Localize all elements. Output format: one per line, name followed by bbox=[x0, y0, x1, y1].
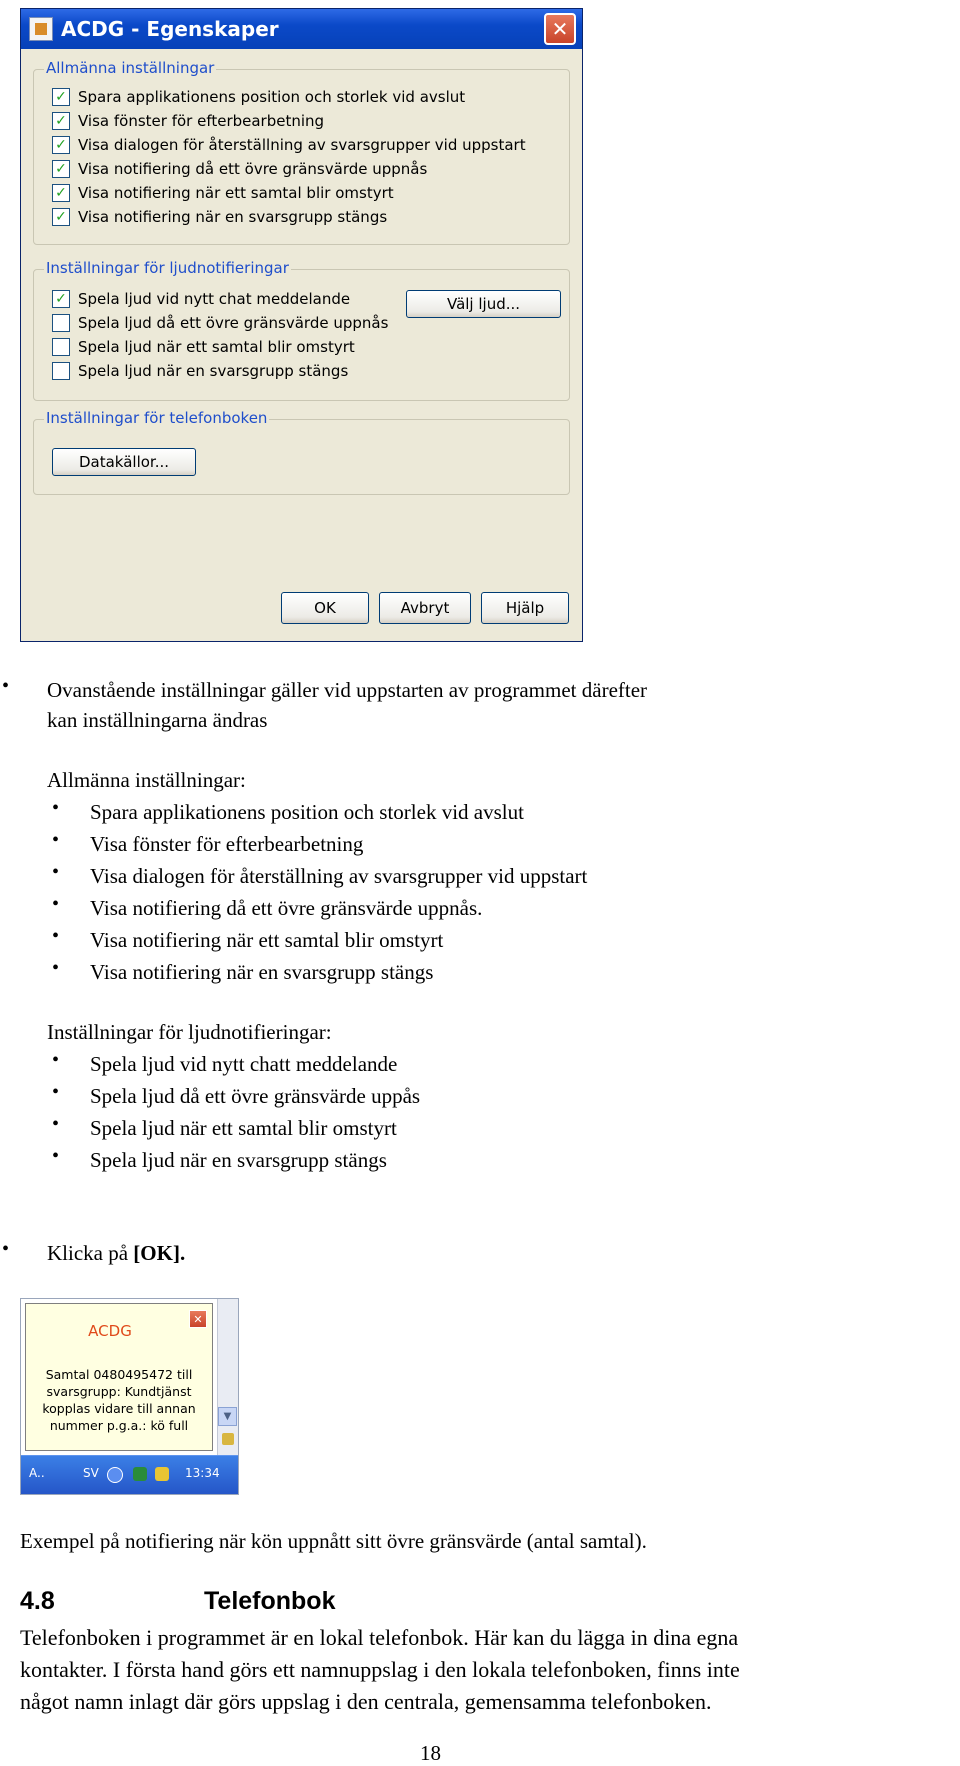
bullet bbox=[52, 957, 59, 980]
shield-icon[interactable] bbox=[155, 1467, 169, 1481]
taskbar-app-item[interactable]: A.. bbox=[29, 1466, 45, 1480]
general-item: Visa notifiering då ett övre gränsvärde uppnås. bbox=[90, 896, 483, 920]
clock: 13:34 bbox=[185, 1466, 220, 1480]
checkbox-sound-threshold[interactable]: Spela ljud då ett övre gränsvärde uppnås bbox=[52, 314, 388, 332]
checkbox-sound-group-closed[interactable]: Spela ljud när en svarsgrupp stängs bbox=[52, 362, 348, 380]
checkbox-icon[interactable]: ✓ bbox=[52, 88, 70, 106]
general-item: Visa notifiering när en svarsgrupp stängs bbox=[90, 960, 434, 984]
general-settings-group bbox=[33, 59, 570, 245]
bullet bbox=[52, 1113, 59, 1136]
dialog-titlebar[interactable] bbox=[21, 9, 582, 49]
properties-dialog bbox=[20, 8, 583, 642]
figure-caption: Exempel på notifiering när kön uppnått sitt övre gränsvärde (antal samtal). bbox=[20, 1529, 647, 1553]
bullet bbox=[52, 829, 59, 852]
sound-item: Spela ljud vid nytt chatt meddelande bbox=[90, 1052, 398, 1076]
general-heading: Allmänna inställningar: bbox=[47, 768, 246, 792]
close-button[interactable]: ✕ bbox=[544, 13, 576, 45]
ok-button[interactable]: OK bbox=[281, 592, 369, 624]
message-line: svarsgrupp: Kundtjänst bbox=[46, 1384, 192, 1399]
bullet bbox=[2, 1238, 9, 1261]
general-settings-legend: Allmänna inställningar bbox=[46, 59, 215, 77]
bullet bbox=[52, 1049, 59, 1072]
sound-settings-group bbox=[33, 259, 570, 401]
checkbox-show-postprocessing[interactable]: ✓ Visa fönster för efterbearbetning bbox=[52, 112, 324, 130]
phonebook-settings-group bbox=[33, 409, 570, 495]
dialog-title: ACDG - Egenskaper bbox=[61, 17, 279, 41]
paragraph-line-3: något namn inlagt där görs uppslag i den centrala, gemensamma telefonboken. bbox=[20, 1689, 712, 1714]
app-tray-icon[interactable] bbox=[133, 1467, 147, 1481]
app-icon bbox=[29, 17, 53, 41]
checkbox-icon[interactable]: ✓ bbox=[52, 112, 70, 130]
click-ok-instruction bbox=[47, 1240, 185, 1266]
general-item: Visa notifiering när ett samtal blir omstyrt bbox=[90, 928, 444, 952]
general-item: Visa dialogen för återställning av svarsgrupper vid uppstart bbox=[90, 864, 588, 888]
checkbox-icon[interactable]: ✓ bbox=[52, 160, 70, 178]
section-number: 4.8 bbox=[20, 1587, 55, 1615]
cancel-button[interactable]: Avbryt bbox=[379, 592, 471, 624]
checkbox-icon[interactable]: ✓ bbox=[52, 136, 70, 154]
language-indicator[interactable]: SV bbox=[83, 1466, 99, 1480]
sound-item: Spela ljud då ett övre gränsvärde uppås bbox=[90, 1084, 421, 1108]
notification-title: ACDG bbox=[88, 1322, 132, 1340]
bullet bbox=[52, 861, 59, 884]
intro-line-2: kan inställningarna ändras bbox=[47, 708, 268, 732]
checkbox-icon[interactable]: ✓ bbox=[52, 184, 70, 202]
checkbox-sound-chat[interactable]: ✓ Spela ljud vid nytt chat meddelande bbox=[52, 290, 350, 308]
notification-screenshot bbox=[20, 1298, 239, 1495]
datasources-button[interactable]: Datakällor... bbox=[52, 448, 196, 476]
notification-popup[interactable] bbox=[25, 1303, 213, 1451]
sound-item: Spela ljud när en svarsgrupp stängs bbox=[90, 1148, 387, 1172]
phonebook-settings-legend: Inställningar för telefonboken bbox=[46, 409, 268, 427]
page-number: 18 bbox=[420, 1741, 441, 1765]
message-line: Samtal 0480495472 till bbox=[45, 1367, 193, 1382]
click-ok-prefix: Klicka på bbox=[47, 1241, 134, 1265]
taskbar bbox=[21, 1455, 238, 1494]
help-button[interactable]: Hjälp bbox=[481, 592, 569, 624]
message-line: nummer p.g.a.: kö full bbox=[49, 1418, 189, 1433]
back-arrow-icon[interactable] bbox=[107, 1467, 123, 1483]
notification-close-icon[interactable]: ✕ bbox=[189, 1310, 207, 1328]
paragraph-line-2: kontakter. I första hand görs ett namnuppslag i den lokala telefonboken, finns inte bbox=[20, 1657, 740, 1682]
checkbox-icon[interactable] bbox=[52, 362, 70, 380]
checkbox-notify-threshold[interactable]: ✓ Visa notifiering då ett övre gränsvärde uppnås bbox=[52, 160, 427, 178]
general-item: Spara applikationens position och storlek vid avslut bbox=[90, 800, 524, 824]
bullet bbox=[52, 1081, 59, 1104]
paragraph-line-1: Telefonboken i programmet är en lokal telefonbok. Här kan du lägga in dina egna bbox=[20, 1625, 739, 1650]
checkbox-sound-redirect[interactable]: Spela ljud när ett samtal blir omstyrt bbox=[52, 338, 355, 356]
bullet bbox=[52, 925, 59, 948]
checkbox-icon[interactable] bbox=[52, 338, 70, 356]
sound-settings-legend: Inställningar för ljudnotifieringar bbox=[46, 259, 289, 277]
checkbox-save-position[interactable]: ✓ Spara applikationens position och storlek vid avslut bbox=[52, 88, 465, 106]
sound-item: Spela ljud när ett samtal blir omstyrt bbox=[90, 1116, 397, 1140]
bullet bbox=[2, 675, 9, 698]
click-ok-bold: [OK]. bbox=[133, 1241, 186, 1265]
scrollbar[interactable] bbox=[217, 1299, 238, 1457]
checkbox-icon[interactable] bbox=[52, 314, 70, 332]
general-item: Visa fönster för efterbearbetning bbox=[90, 832, 364, 856]
sound-heading: Inställningar för ljudnotifieringar: bbox=[47, 1020, 332, 1044]
message-line: kopplas vidare till annan bbox=[42, 1401, 196, 1416]
section-title: Telefonbok bbox=[204, 1587, 336, 1615]
checkbox-icon[interactable]: ✓ bbox=[52, 208, 70, 226]
bullet bbox=[52, 1145, 59, 1168]
lock-icon bbox=[222, 1433, 234, 1445]
checkbox-show-reset-dialog[interactable]: ✓ Visa dialogen för återställning av svarsgrupper vid uppstart bbox=[52, 136, 526, 154]
checkbox-notify-group-closed[interactable]: ✓ Visa notifiering när en svarsgrupp stängs bbox=[52, 208, 387, 226]
intro-line-1: Ovanstående inställningar gäller vid uppstarten av programmet därefter bbox=[47, 678, 648, 702]
notification-message bbox=[32, 1366, 206, 1434]
scroll-down-icon[interactable]: ▼ bbox=[218, 1407, 237, 1426]
checkbox-icon[interactable]: ✓ bbox=[52, 290, 70, 308]
bullet bbox=[52, 893, 59, 916]
bullet bbox=[52, 797, 59, 820]
choose-sound-button[interactable]: Välj ljud... bbox=[406, 290, 561, 318]
checkbox-notify-redirect[interactable]: ✓ Visa notifiering när ett samtal blir omstyrt bbox=[52, 184, 394, 202]
